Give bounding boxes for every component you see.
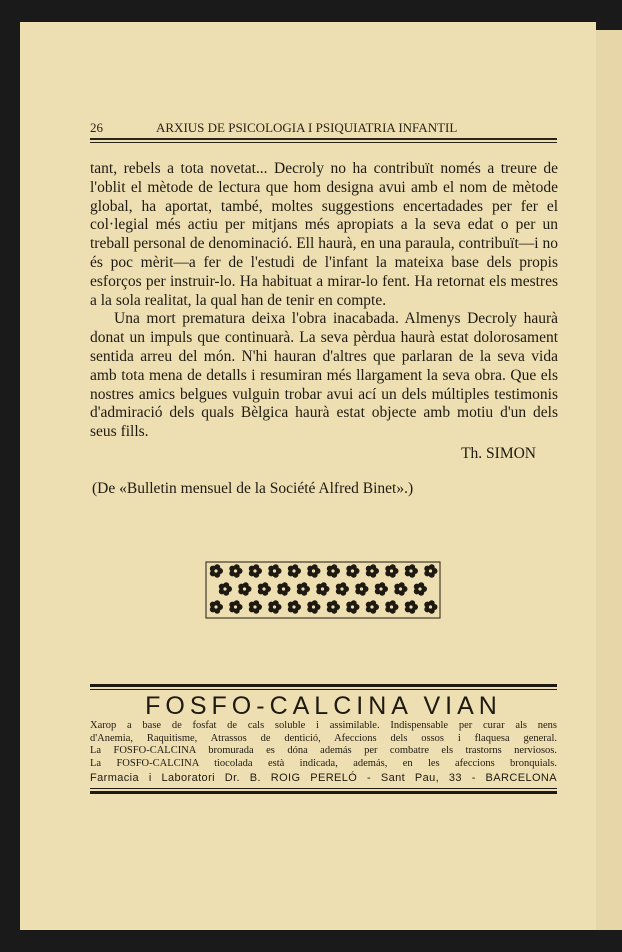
- running-title: ARXIUS DE PSICOLOGIA I PSIQUIATRIA INFANTIL: [156, 120, 458, 135]
- ad-rule-top-thin: [90, 689, 557, 690]
- source-citation: (De «Bulletin mensuel de la Société Alfred Binet».): [92, 480, 414, 497]
- header-rule: [90, 138, 557, 140]
- ad-line-1: Xarop a base de fosfat de cals soluble i assimilable. Indispensable per curar als nens: [90, 720, 557, 731]
- ad-rule-bottom-thin: [90, 788, 557, 789]
- page-number: 26: [90, 120, 103, 135]
- running-header: [90, 120, 557, 143]
- author-signature: Th. SIMON: [461, 445, 536, 462]
- ad-rule-bottom: [90, 791, 557, 794]
- header-rule-thin: [90, 142, 557, 143]
- floral-ornament: [204, 560, 442, 620]
- paragraph-2: Una mort prematura deixa l'obra inacabada. Almenys Decroly haurà donat un impuls que continuarà. La seva pèrdua haurà estat dolorosament sentida arreu del món. N'hi hauran d'altres que parlaran de la seva vida amb tota mena de detalls i resumiran més llargament la seva obra. Que els nostres amics belgues vulguin trobar avui ací un dels múltiples testimonis d'admiració dels quals Bèlgica haurà estat objecte amb motiu d'un dels seus fills.: [90, 310, 558, 441]
- page-edge: [596, 30, 622, 930]
- ad-line-2: d'Anemia, Raquitisme, Atrassos de dentició, Afeccions dels ossos i flaquesa general.: [90, 732, 557, 744]
- paragraph-1: tant, rebels a tota novetat... Decroly no ha contribuït només a treure de l'oblit el mètode de lectura que hom designa avui amb el nom de mètode global, ha aportat, també, moltes suggestions encertadades per fer el col·legial més actiu per mitjans més apropiats a la seva edat o per un treball personal de denominació. Ell haurà, en una paraula, contribuït—i no és poc mèrit—a fer de l'estudi de l'infant la mateixa base dels propis esforços per instruir-lo. Ha habituat a mirar-lo fent. Ha retornat els mestres a la sola realitat, la qual han de tenir en compte.: [90, 160, 558, 309]
- article-body: [90, 160, 558, 442]
- advertisement: [90, 684, 557, 794]
- ad-address: Farmacia i Laboratori Dr. B. ROIG PERELÓ - Sant Pau, 33 - BARCELONA: [90, 772, 557, 785]
- ad-description: [90, 720, 557, 770]
- ad-line-3: La FOSFO-CALCINA bromurada es dóna además per combatre els trastorns nerviosos.: [90, 745, 557, 757]
- ad-title: FOSFO-CALCINA VIAN: [145, 692, 502, 720]
- ad-rule-top: [90, 684, 557, 687]
- ad-line-4: La FOSFO-CALCINA tiocolada està indicada, además, en les afeccions bronquials.: [90, 757, 557, 769]
